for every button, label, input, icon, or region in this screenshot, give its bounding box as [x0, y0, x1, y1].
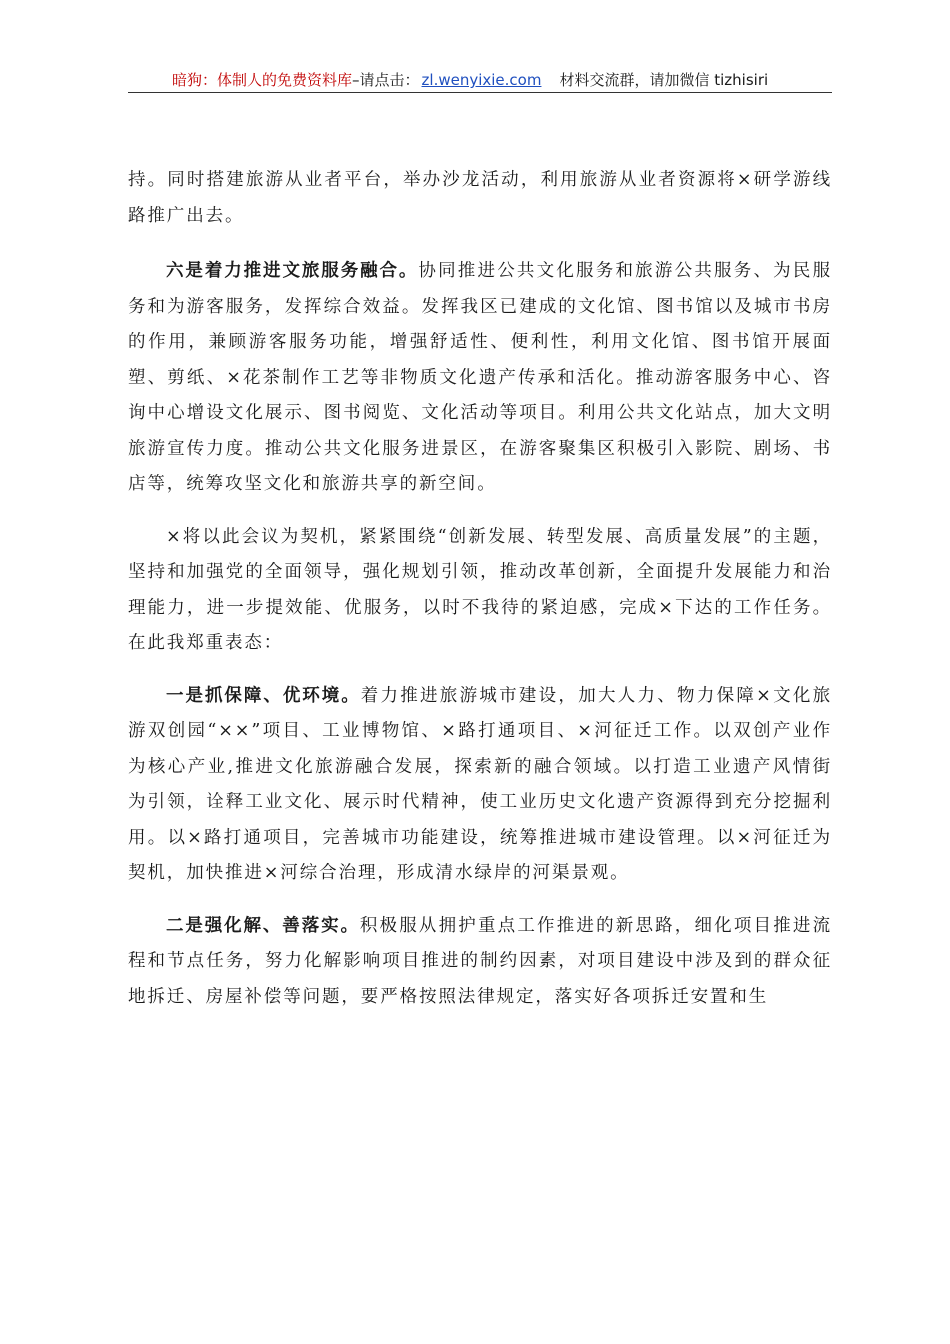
- header-site-name: 暗狗：体制人的免费资料库: [172, 71, 353, 89]
- header-link[interactable]: zl.wenyixie.com: [421, 71, 542, 89]
- paragraph-one: [128, 679, 832, 892]
- paragraph-heading: 二是强化解、善落实。: [166, 915, 360, 936]
- paragraph-text: ×将以此会议为契机，紧紧围绕“创新发展、转型发展、高质量发展”的主题，坚持和加强党的全面领导，强化规划引领，推动改革创新，全面提升发展能力和治理能力，进一步提效能、优服务，以时不我待的紧迫感，完成×下达的工作任务。在此我郑重表态：: [128, 526, 832, 653]
- paragraph-text: 着力推进旅游城市建设，加大人力、物力保障×文化旅游双创园“××”项目、工业博物馆、×路打通项目、×河征迁工作。以双创产业作为核心产业,推进文化旅游融合发展，探索新的融合领域。以打造工业遗产风情街为引领，诠释工业文化、展示时代精神，使工业历史文化遗产资源得到充分挖掘利用。以×路打通项目，完善城市功能建设，统筹推进城市建设管理。以×河征迁为契机，加快推进×河综合治理，形成清水绿岸的河渠景观。: [128, 685, 833, 883]
- document-body: [128, 163, 832, 1015]
- paragraph-six: [128, 254, 832, 503]
- paragraph-pledge: [128, 520, 832, 662]
- header-prompt: –请点击：: [352, 71, 420, 89]
- page-header: [128, 70, 832, 93]
- paragraph-two: [128, 909, 832, 1016]
- paragraph-text: 持。同时搭建旅游从业者平台，举办沙龙活动，利用旅游从业者资源将×研学游线路推广出去。: [128, 170, 832, 226]
- paragraph-heading: 六是着力推进文旅服务融合。: [166, 261, 419, 281]
- header-wechat-note: 材料交流群，请加微信 tizhisiri: [559, 71, 769, 89]
- paragraph-continuation: [128, 163, 832, 234]
- paragraph-text: 积极服从拥护重点工作推进的新思路，细化项目推进流程和节点任务，努力化解影响项目推进的制约因素，对项目建设中涉及到的群众征地拆迁、房屋补偿等问题，要严格按照法律规定，落实好各项拆迁安置和生: [128, 915, 833, 1007]
- paragraph-heading: 一是抓保障、优环境。: [166, 685, 361, 706]
- paragraph-text: 协同推进公共文化服务和旅游公共服务、为民服务和为游客服务，发挥综合效益。发挥我区已建成的文化馆、图书馆以及城市书房的作用，兼顾游客服务功能，增强舒适性、便利性，利用文化馆、图书馆开展面塑、剪纸、×花茶制作工艺等非物质文化遗产传承和活化。推动游客服务中心、咨询中心增设文化展示、图书阅览、文化活动等项目。利用公共文化站点，加大文明旅游宣传力度。推动公共文化服务进景区，在游客聚集区积极引入影院、剧场、书店等，统筹攻坚文化和旅游共享的新空间。: [128, 261, 832, 494]
